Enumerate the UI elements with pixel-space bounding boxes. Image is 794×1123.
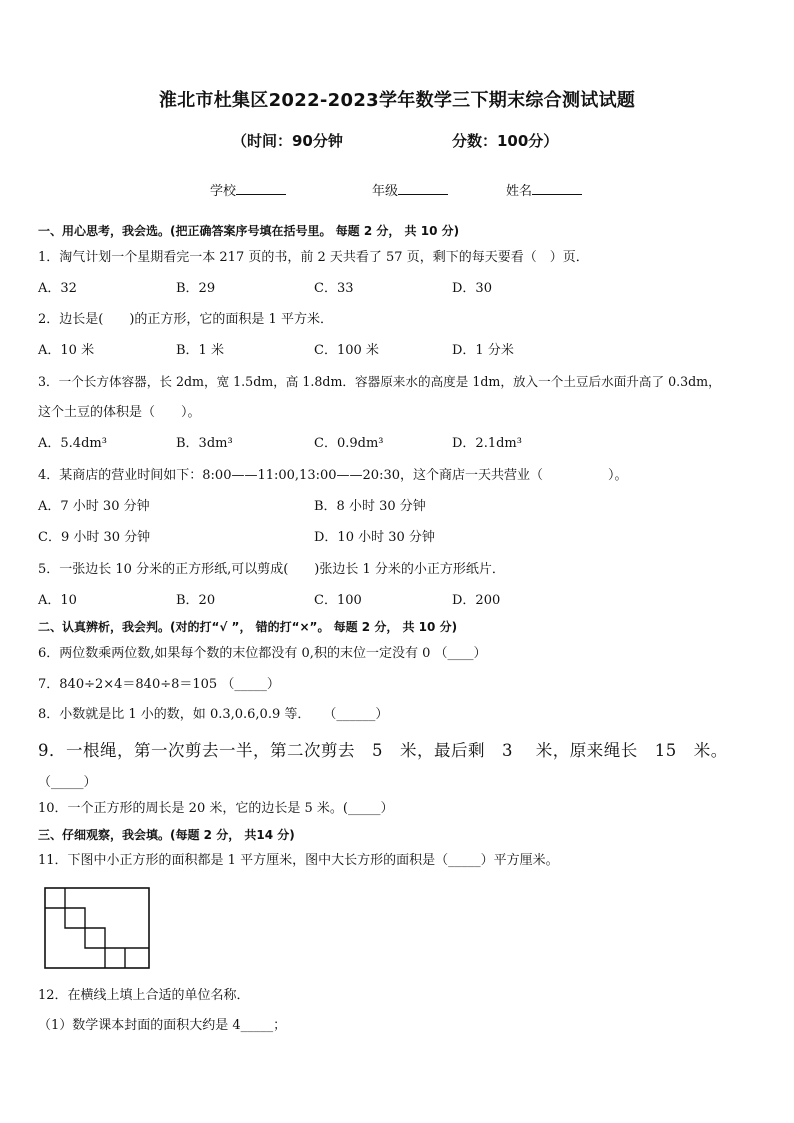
school-blank[interactable] xyxy=(236,180,286,195)
q4-option-a[interactable]: A．7 小时 30 分钟 xyxy=(38,499,150,514)
question-7: 7．840÷2×4＝840÷8＝105 （_____） xyxy=(38,677,280,692)
small-square-3 xyxy=(85,928,105,948)
exam-time: （时间：90分钟 xyxy=(232,132,343,150)
section-1-heading: 一、用心思考，我会选。(把正确答案序号填在括号里。 每题 2 分， 共 10 分) xyxy=(38,224,460,238)
q5-option-b[interactable]: B．20 xyxy=(176,593,216,608)
small-square-2 xyxy=(65,908,85,928)
section-3-heading: 三、仔细观察，我会填。(每题 2 分， 共14 分) xyxy=(38,828,295,842)
q3-option-b[interactable]: B．3dm³ xyxy=(176,436,233,451)
q1-option-c[interactable]: C．33 xyxy=(314,281,354,296)
question-8: 8．小数就是比 1 小的数，如 0.3,0.6,0.9 等． （______） xyxy=(38,707,389,722)
question-4: 4．某商店的营业时间如下：8:00——11:00,13:00——20:30，这个商店一天共营业（ ）。 xyxy=(38,468,628,483)
exam-score: 分数：100分） xyxy=(452,132,559,150)
name-blank[interactable] xyxy=(532,180,582,195)
q1-option-b[interactable]: B．29 xyxy=(176,281,216,296)
question-9-line-2: （_____） xyxy=(38,775,97,790)
q2-option-a[interactable]: A．10 米 xyxy=(38,343,95,358)
question-5: 5．一张边长 10 分米的正方形纸,可以剪成( )张边长 1 分米的小正方形纸片． xyxy=(38,562,505,577)
question-3-line-2: 这个土豆的体积是（ ）。 xyxy=(38,405,201,420)
q5-option-a[interactable]: A．10 xyxy=(38,593,77,608)
q3-option-c[interactable]: C．0.9dm³ xyxy=(314,436,384,451)
question-12-part-1: （1）数学课本封面的面积大约是 4_____； xyxy=(38,1018,287,1033)
q1-option-d[interactable]: D．30 xyxy=(452,281,492,296)
small-squares-bottom-row xyxy=(105,948,149,968)
rectangle-grid-figure xyxy=(44,887,152,971)
q2-option-c[interactable]: C．100 米 xyxy=(314,343,379,358)
q5-option-c[interactable]: C．100 xyxy=(314,593,362,608)
q1-option-a[interactable]: A．32 xyxy=(38,281,77,296)
school-label: 学校 xyxy=(210,184,237,199)
q3-option-d[interactable]: D．2.1dm³ xyxy=(452,436,522,451)
section-2-heading: 二、认真辨析，我会判。(对的打“√ ”， 错的打“×”。 每题 2 分， 共 10 分) xyxy=(38,620,458,634)
grade-blank[interactable] xyxy=(398,180,448,195)
q5-option-d[interactable]: D．200 xyxy=(452,593,501,608)
name-label: 姓名 xyxy=(506,184,533,199)
question-3-line-1: 3．一个长方体容器，长 2dm，宽 1.5dm，高 1.8dm．容器原来水的高度是 1dm，放入一个土豆后水面升高了 0.3dm， xyxy=(38,374,721,389)
question-12: 12．在横线上填上合适的单位名称． xyxy=(38,988,250,1003)
name-field xyxy=(506,180,582,199)
q2-option-d[interactable]: D．1 分米 xyxy=(452,343,514,358)
page-title: 淮北市杜集区2022-2023学年数学三下期末综合测试试题 xyxy=(158,90,636,111)
q4-option-d[interactable]: D．10 小时 30 分钟 xyxy=(314,530,435,545)
question-6: 6．两位数乘两位数,如果每个数的末位都没有 0,积的末位一定没有 0 （____） xyxy=(38,646,487,661)
q3-option-a[interactable]: A．5.4dm³ xyxy=(38,436,107,451)
small-square-1 xyxy=(45,888,65,908)
question-1: 1．淘气计划一个星期看完一本 217 页的书，前 2 天共看了 57 页，剩下的每天要看（ ）页． xyxy=(38,250,589,265)
question-2: 2．边长是( )的正方形，它的面积是 1 平方米． xyxy=(38,312,333,327)
q2-option-b[interactable]: B．1 米 xyxy=(176,343,224,358)
question-9-line-1: 9．一根绳，第一次剪去一半，第二次剪去 5 米，最后剩 3 米，原来绳长 15 米。 xyxy=(38,741,728,760)
q4-option-c[interactable]: C．9 小时 30 分钟 xyxy=(38,530,151,545)
q4-option-b[interactable]: B．8 小时 30 分钟 xyxy=(314,499,426,514)
question-10: 10．一个正方形的周长是 20 米，它的边长是 5 米。(_____） xyxy=(38,801,394,816)
question-11: 11．下图中小正方形的面积都是 1 平方厘米，图中大长方形的面积是（_____）平方厘米。 xyxy=(38,853,559,868)
grade-field xyxy=(372,180,448,199)
grade-label: 年级 xyxy=(372,184,399,199)
school-field xyxy=(210,180,286,199)
